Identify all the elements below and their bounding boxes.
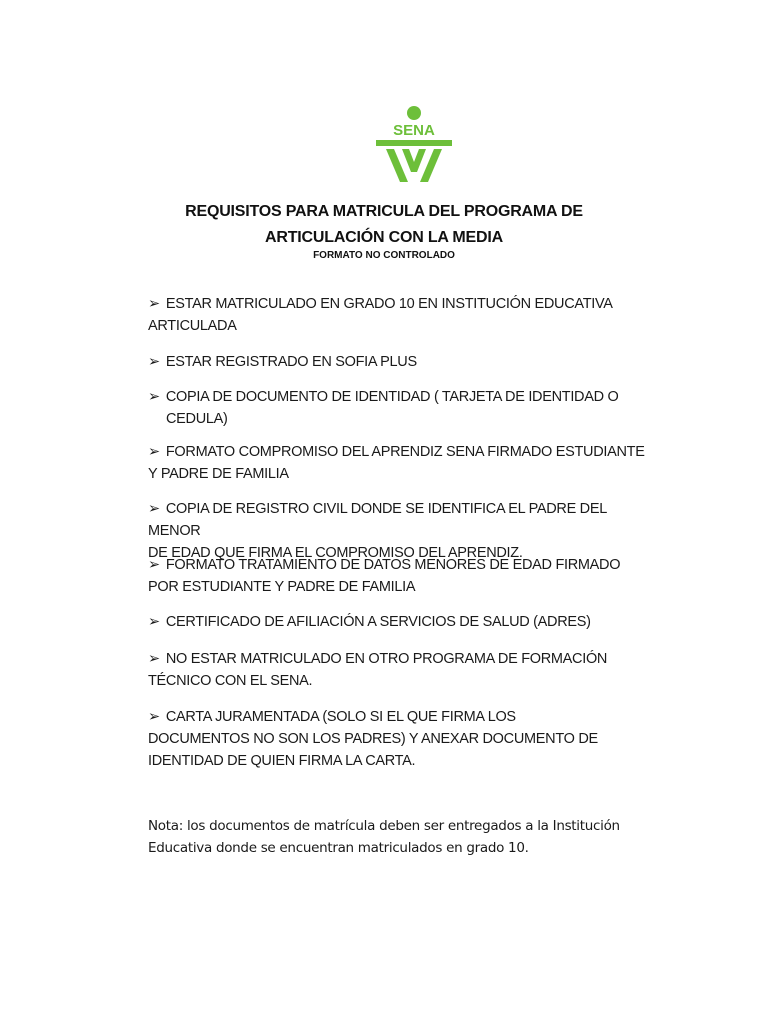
requirement-item [148,386,658,430]
note-line: Educativa donde se encuentran matriculados en grado 10. [148,840,529,856]
requirement-line: ESTAR REGISTRADO EN SOFIA PLUS [165,354,417,370]
requirement-line: COPIA DE DOCUMENTO DE IDENTIDAD ( TARJETA DE IDENTIDAD O [165,389,619,405]
document-title-line2: ARTICULACIÓN CON LA MEDIA [265,229,503,246]
requirement-item [148,441,658,485]
document-title-line1: REQUISITOS PARA MATRICULA DEL PROGRAMA DE [185,203,583,220]
document-subtitle: FORMATO NO CONTROLADO [313,250,455,261]
note-line: Nota: los documentos de matrícula deben ser entregados a la Institución [148,818,620,834]
requirement-line: CERTIFICADO DE AFILIACIÓN A SERVICIOS DE SALUD (ADRES) [165,614,591,630]
arrow-bullet-icon: ➢ [148,709,160,725]
requirement-line: FORMATO TRATAMIENTO DE DATOS MENORES DE EDAD FIRMADO [165,557,621,573]
sena-logo [372,104,456,186]
arrow-bullet-icon: ➢ [148,296,160,312]
arrow-bullet-icon: ➢ [148,389,160,405]
arrow-bullet-icon: ➢ [148,614,160,630]
requirement-line: DOCUMENTOS NO SON LOS PADRES) Y ANEXAR DOCUMENTO DE [148,731,598,747]
requirement-line: IDENTIDAD DE QUIEN FIRMA LA CARTA. [148,753,416,769]
requirement-line: POR ESTUDIANTE Y PADRE DE FAMILIA [148,579,416,595]
requirement-line: TÉCNICO CON EL SENA. [148,673,313,689]
requirement-line: CEDULA) [166,411,228,427]
arrow-bullet-icon: ➢ [148,501,160,517]
requirement-item [148,706,658,772]
requirement-line: Y PADRE DE FAMILIA [148,466,289,482]
requirement-line: COPIA DE REGISTRO CIVIL DONDE SE IDENTIFICA EL PADRE DEL MENOR [148,501,607,539]
requirement-line: ARTICULADA [148,318,237,334]
requirement-item [148,554,658,598]
requirement-line: CARTA JURAMENTADA (SOLO SI EL QUE FIRMA LOS [165,709,516,725]
requirement-item [148,293,658,337]
arrow-bullet-icon: ➢ [148,651,160,667]
requirement-line: DE EDAD QUE FIRMA EL COMPROMISO DEL APRENDIZ. [148,545,523,561]
arrow-bullet-icon: ➢ [148,557,160,573]
requirement-line: NO ESTAR MATRICULADO EN OTRO PROGRAMA DE FORMACIÓN [165,651,608,667]
requirement-line: FORMATO COMPROMISO DEL APRENDIZ SENA FIRMADO ESTUDIANTE [165,444,645,460]
requirement-line: ESTAR MATRICULADO EN GRADO 10 EN INSTITUCIÓN EDUCATIVA [165,296,613,312]
arrow-bullet-icon: ➢ [148,444,160,460]
sena-logo-text: SENA [393,122,435,139]
requirement-item [148,611,658,633]
requirement-item [148,648,658,692]
note-paragraph [148,815,648,859]
requirement-item [148,351,658,373]
arrow-bullet-icon: ➢ [148,354,160,370]
